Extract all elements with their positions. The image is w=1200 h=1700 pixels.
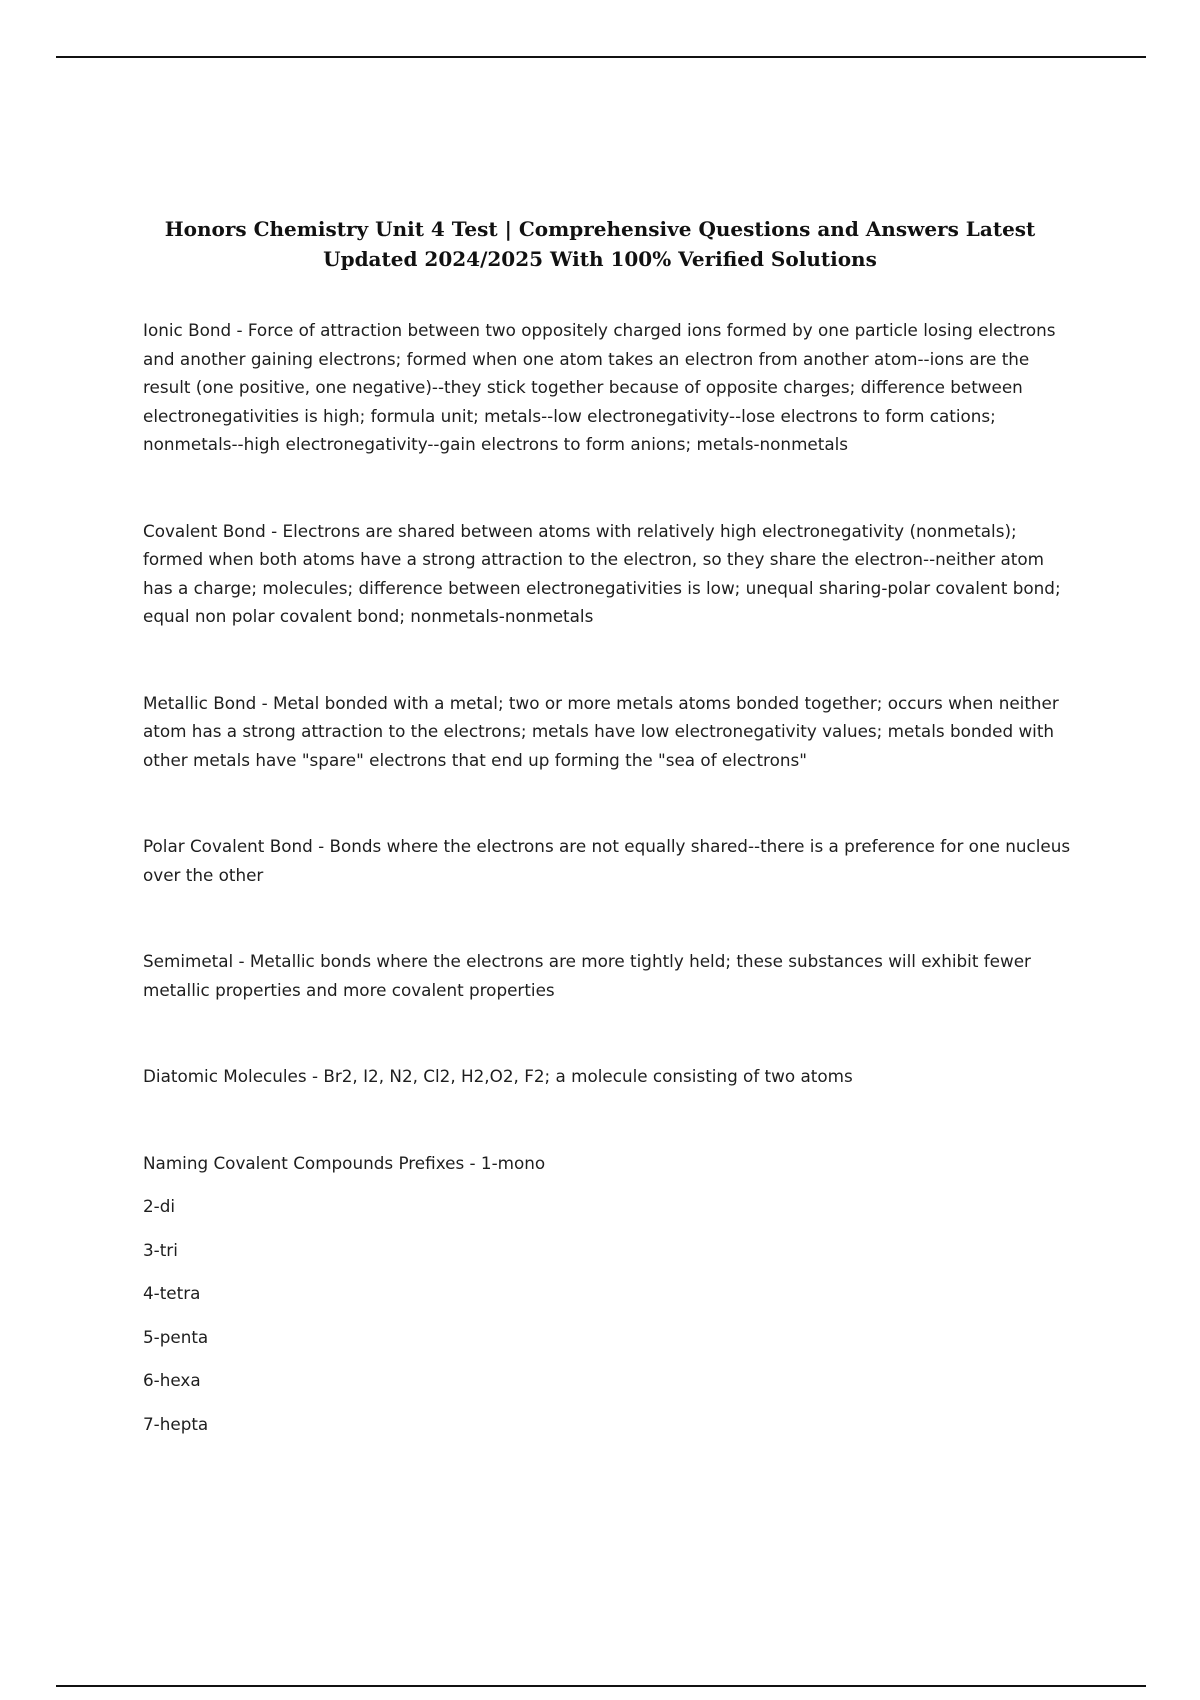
entry-diatomic-molecules: Diatomic Molecules - Br2, I2, N2, Cl2, H2,O2, F2; a molecule consisting of two atoms — [143, 1066, 853, 1086]
prefix-item: 6-hexa — [143, 1370, 201, 1390]
document-title: Honors Chemistry Unit 4 Test | Comprehensive Questions and Answers Latest Updated 2024/2025 With 100% Verified Solutions — [164, 217, 1036, 271]
entry-ionic-bond: Ionic Bond - Force of attraction between two oppositely charged ions formed by one particle losing electrons and another gaining electrons; formed when one atom takes an electron from another atom--ions are the result (one positive, one negative)--they stick together because of opposite charges; difference between electronegativities is high; formula unit; metals--low electronegativity--lose electrons to form cations; nonmetals--high electronegativity--gain electrons to form anions; metals-nonmetals — [143, 320, 1056, 454]
entry-naming-prefixes: Naming Covalent Compounds Prefixes - 1-mono — [143, 1152, 546, 1173]
prefix-item: 5-penta — [143, 1326, 209, 1347]
top-rule — [56, 56, 1146, 58]
entry-polar-covalent-bond: Polar Covalent Bond - Bonds where the electrons are not equally shared--there is a preference for one nucleus over the other — [143, 836, 1071, 885]
prefix-item: 2-di — [143, 1196, 176, 1216]
prefix-item: 7-hepta — [143, 1413, 209, 1434]
entry-semimetal: Semimetal - Metallic bonds where the electrons are more tightly held; these substances will exhibit fewer metallic properties and more covalent properties — [143, 951, 1031, 1000]
entry-covalent-bond: Covalent Bond - Electrons are shared between atoms with relatively high electronegativity (nonmetals); formed when both atoms have a strong attraction to the electron, so they share the electron--neither atom has a charge; molecules; difference between electronegativities is low; unequal sharing-polar covalent bond; equal non polar covalent bond; nonmetals-nonmetals — [143, 520, 1061, 626]
document-body — [143, 316, 1073, 1438]
prefix-list — [143, 1192, 1073, 1438]
prefix-item: 4-tetra — [143, 1283, 201, 1303]
entry-metallic-bond: Metallic Bond - Metal bonded with a metal; two or more metals atoms bonded together; occurs when neither atom has a strong attraction to the electrons; metals have low electronegativity values; metals bonded with other metals have "spare" electrons that end up forming the "sea of electrons" — [143, 692, 1059, 770]
prefix-item: 3-tri — [143, 1239, 178, 1260]
bottom-rule — [56, 1685, 1146, 1687]
